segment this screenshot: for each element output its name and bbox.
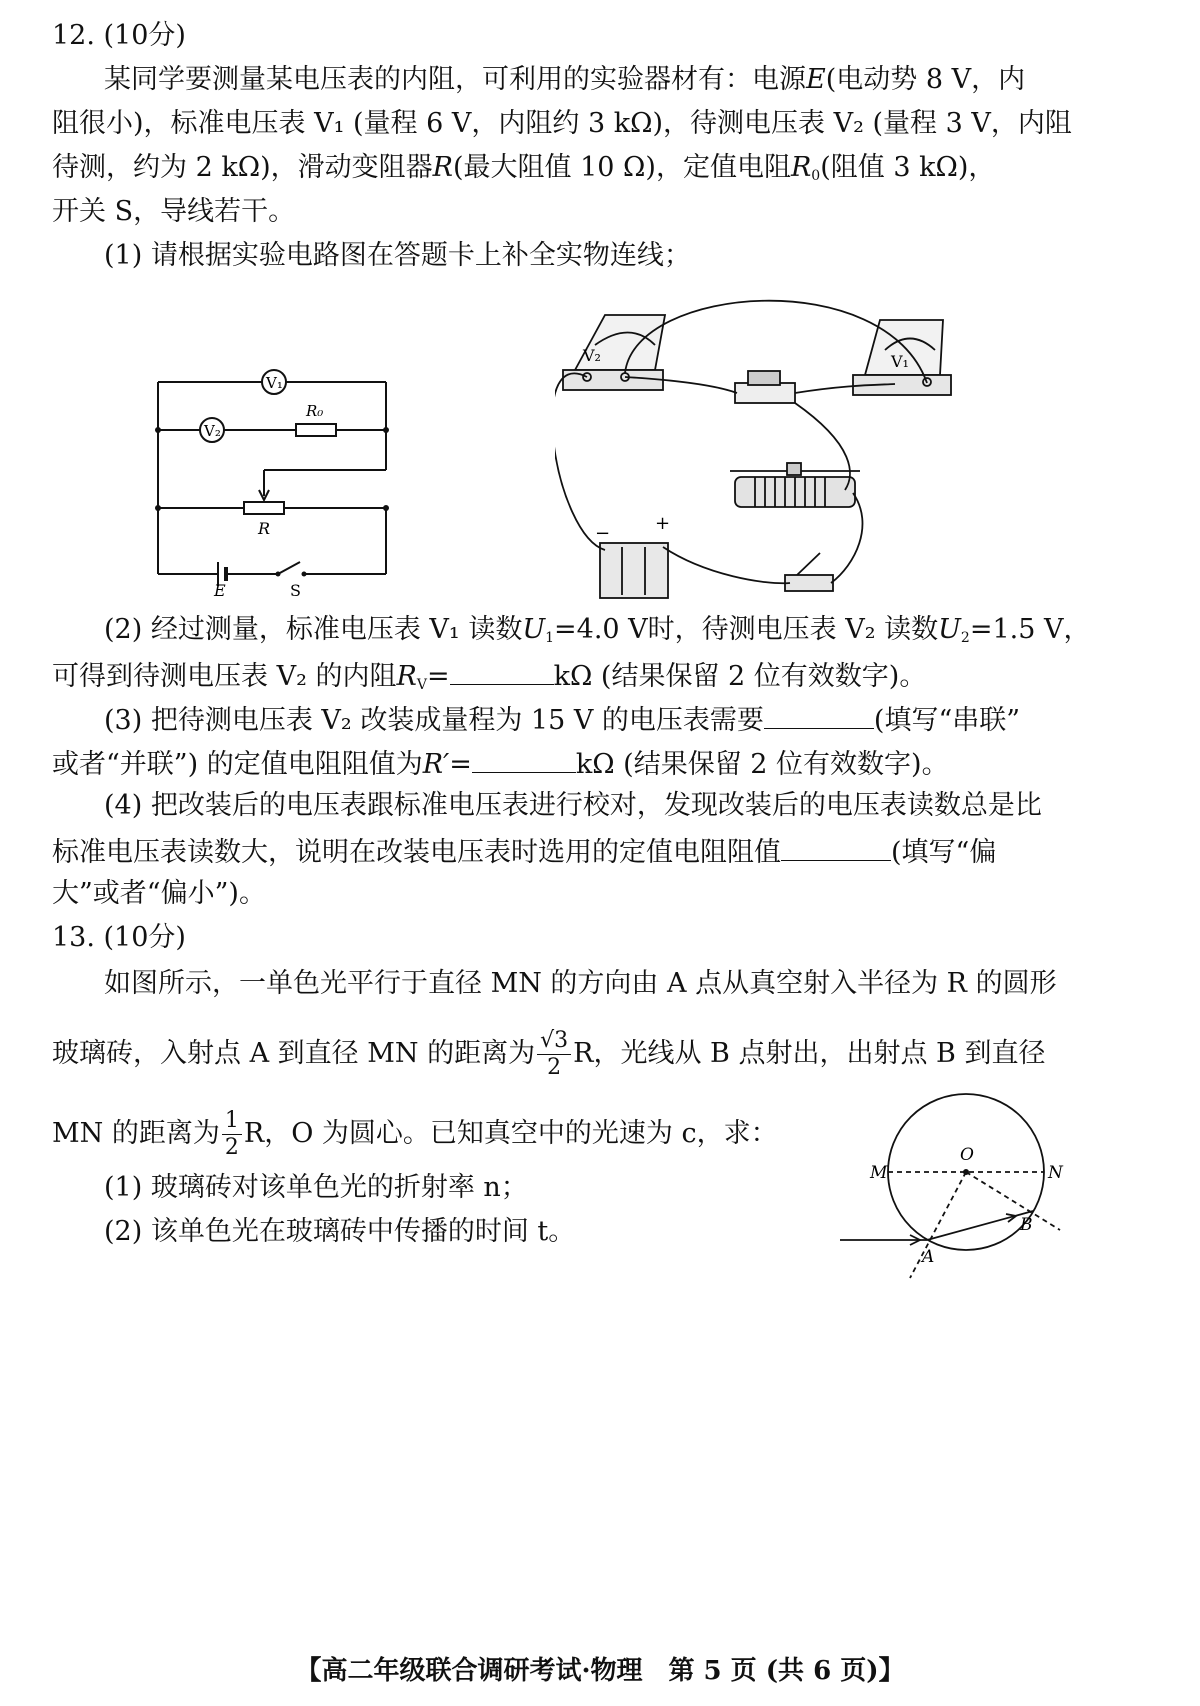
- q12-part2-line1: (2) 经过测量，标准电压表 V₁ 读数$U_1=4.0$ V时，待测电压表 V₂ 读数$U_2=1.5$ V，: [104, 614, 1091, 646]
- apparatus-v2-label: V₂: [583, 346, 601, 365]
- r-label: R: [258, 519, 271, 538]
- v1-label: V₁: [266, 374, 283, 392]
- q13-line3: MN 的距离为 $\frac{1}{2}$ R，O 为圆心。已知真空中的光速为 c，求：: [52, 1108, 778, 1160]
- answer-blank-rprime[interactable]: [472, 744, 576, 773]
- v2-label: V₂: [204, 422, 221, 440]
- battery-minus-label: −: [595, 523, 611, 544]
- q12-part2-line2: 可得到待测电压表 V₂ 的内阻$R_V= k\Omega$ (结果保留 2 位有效数字)。: [52, 656, 926, 703]
- glass-circle-diagram: [830, 1090, 1070, 1290]
- apparatus-v1-label: V₁: [891, 352, 909, 371]
- q12-intro-line1: 某同学要测量某电压表的内阻，可利用的实验器材有：电源E(电动势 8 V，内: [104, 64, 1026, 95]
- q12-intro-line3: 待测，约为 2 kΩ)，滑动变阻器R(最大阻值 10 Ω)，定值电阻$R_0$(阻值 3 kΩ)，: [52, 152, 996, 184]
- apparatus-illustration: [555, 285, 975, 603]
- answer-blank-connection[interactable]: [764, 700, 874, 729]
- fraction-1-over-2: $\frac{1}{2}$: [222, 1108, 242, 1161]
- q12-part4-line3: 大”或者“偏小”)。: [52, 878, 266, 909]
- q13-line1: 如图所示，一单色光平行于直径 MN 的方向由 A 点从真空射入半径为 R 的圆形: [104, 968, 1057, 999]
- q13-sub1: (1) 玻璃砖对该单色光的折射率 n；: [104, 1172, 528, 1203]
- label-b: B: [1020, 1215, 1033, 1235]
- page-footer: 【高二年级联合调研考试·物理 第 5 页 (共 6 页)】: [295, 1656, 905, 1686]
- fraction-sqrt3-over-2: $\frac{√3}{2}$: [537, 1028, 571, 1081]
- q13-line2: 玻璃砖，入射点 A 到直径 MN 的距离为 $\frac{√3}{2}$ R，光线从 B 点射出，出射点 B 到直径: [52, 1028, 1046, 1080]
- q13-header: 13. (10分): [52, 922, 186, 953]
- e-label: E: [214, 581, 226, 600]
- answer-blank-rv[interactable]: [450, 656, 554, 685]
- q12-part4-line2: 标准电压表读数大，说明在改装电压表时选用的定值电阻阻值 (填写“偏: [52, 832, 996, 871]
- q12-part3-line1: (3) 把待测电压表 V₂ 改装成量程为 15 V 的电压表需要 (填写“串联”: [104, 700, 1020, 739]
- q12-part4-line1: (4) 把改装后的电压表跟标准电压表进行校对，发现改装后的电压表读数总是比: [104, 790, 1042, 821]
- label-m: M: [870, 1163, 888, 1183]
- q12-part1: (1) 请根据实验电路图在答题卡上补全实物连线；: [104, 240, 691, 271]
- q12-intro-line2: 阻很小)，标准电压表 V₁ (量程 6 V，内阻约 3 kΩ)，待测电压表 V₂ (量程 3 V，内阻: [52, 108, 1072, 139]
- answer-blank-resistor-bias[interactable]: [781, 832, 891, 861]
- label-o: O: [960, 1145, 974, 1165]
- q13-sub2: (2) 该单色光在玻璃砖中传播的时间 t。: [104, 1216, 576, 1247]
- r0-label: R₀: [306, 402, 324, 420]
- label-a: A: [922, 1247, 935, 1267]
- q12-part3-line2: 或者“并联”) 的定值电阻阻值为R′= kΩ (结果保留 2 位有效数字)。: [52, 744, 949, 783]
- q12-header: 12. (10分): [52, 20, 186, 51]
- circuit-diagram: [150, 360, 400, 600]
- s-label: S: [290, 581, 301, 600]
- battery-plus-label: +: [655, 513, 671, 534]
- q12-intro-line4: 开关 S，导线若干。: [52, 196, 296, 227]
- label-n: N: [1048, 1163, 1063, 1183]
